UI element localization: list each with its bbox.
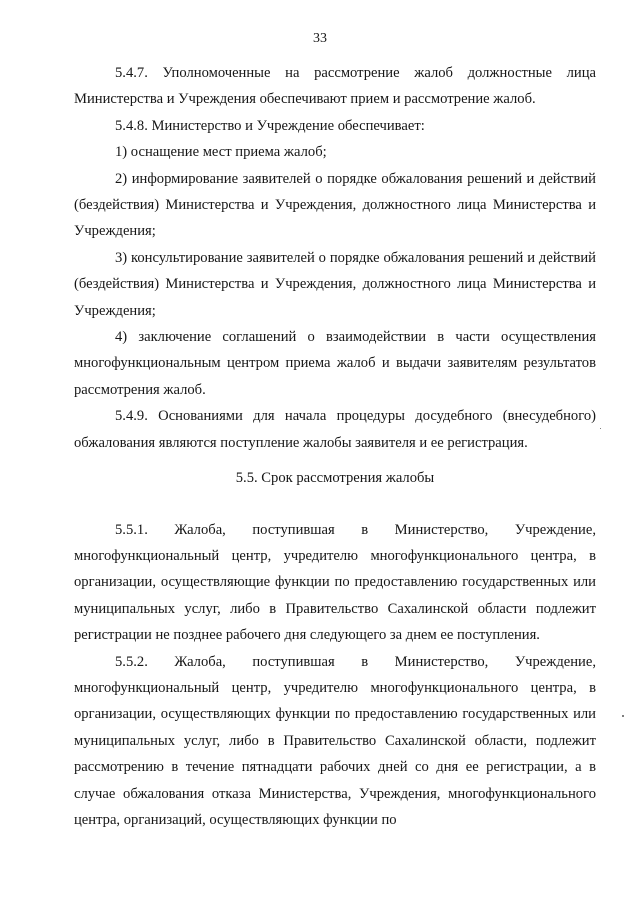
document-body (74, 60, 596, 833)
paragraph-5-4-7: 5.4.7. Уполномоченные на рассмотрение жалоб должностные лица Министерства и Учреждения обеспечивают прием и рассмотрение жалоб. (74, 65, 596, 108)
scan-speck (622, 715, 624, 717)
list-item-2: 2) информирование заявителей о порядке обжалования решений и действий (бездействия) Министерства и Учреждения, должностного лица Министерства и Учреждения; (74, 170, 596, 240)
section-heading: 5.5. Срок рассмотрения жалобы (235, 470, 435, 487)
paragraph-5-4-9: 5.4.9. Основаниями для начала процедуры досудебного (внесудебного) обжалования являются поступление жалобы заявителя и ее регистрация. (74, 408, 596, 451)
paragraph-5-4-8: 5.4.8. Министерство и Учреждение обеспечивает: (115, 117, 425, 134)
scan-speck (600, 428, 601, 429)
paragraph-5-5-2: 5.5.2. Жалоба, поступившая в Министерство, Учреждение, многофункциональный центр, учредителю многофункционального центра, в организации, осуществляющих функции по предоставлению государственных или муниципальных услуг, либо в Правительство Сахалинской области, подлежит рассмотрению в течение пятнадцати рабочих дней со дня ее регистрации, а в случае обжалования отказа Министерства, Учреждения, многофункционального центра, организаций, осуществляющих функции по (74, 653, 596, 828)
list-item-3: 3) консультирование заявителей о порядке обжалования решений и действий (бездействия) Министерства и Учреждения, должностного лица Министерства и Учреждения; (74, 249, 596, 319)
list-item-1: 1) оснащение мест приема жалоб; (115, 144, 327, 161)
paragraph-5-5-1: 5.5.1. Жалоба, поступившая в Министерство, Учреждение, многофункциональный центр, учредителю многофункционального центра, в организации, осуществляющие функции по предоставлению государственных или муниципальных услуг, либо в Правительство Сахалинской области подлежит регистрации не позднее рабочего дня следующего за днем ее поступления. (74, 521, 596, 644)
list-item-4: 4) заключение соглашений о взаимодействии в части осуществления многофункциональным центром приема жалоб и выдачи заявителям результатов рассмотрения жалоб. (74, 329, 596, 398)
page-number: 33 (313, 31, 327, 46)
